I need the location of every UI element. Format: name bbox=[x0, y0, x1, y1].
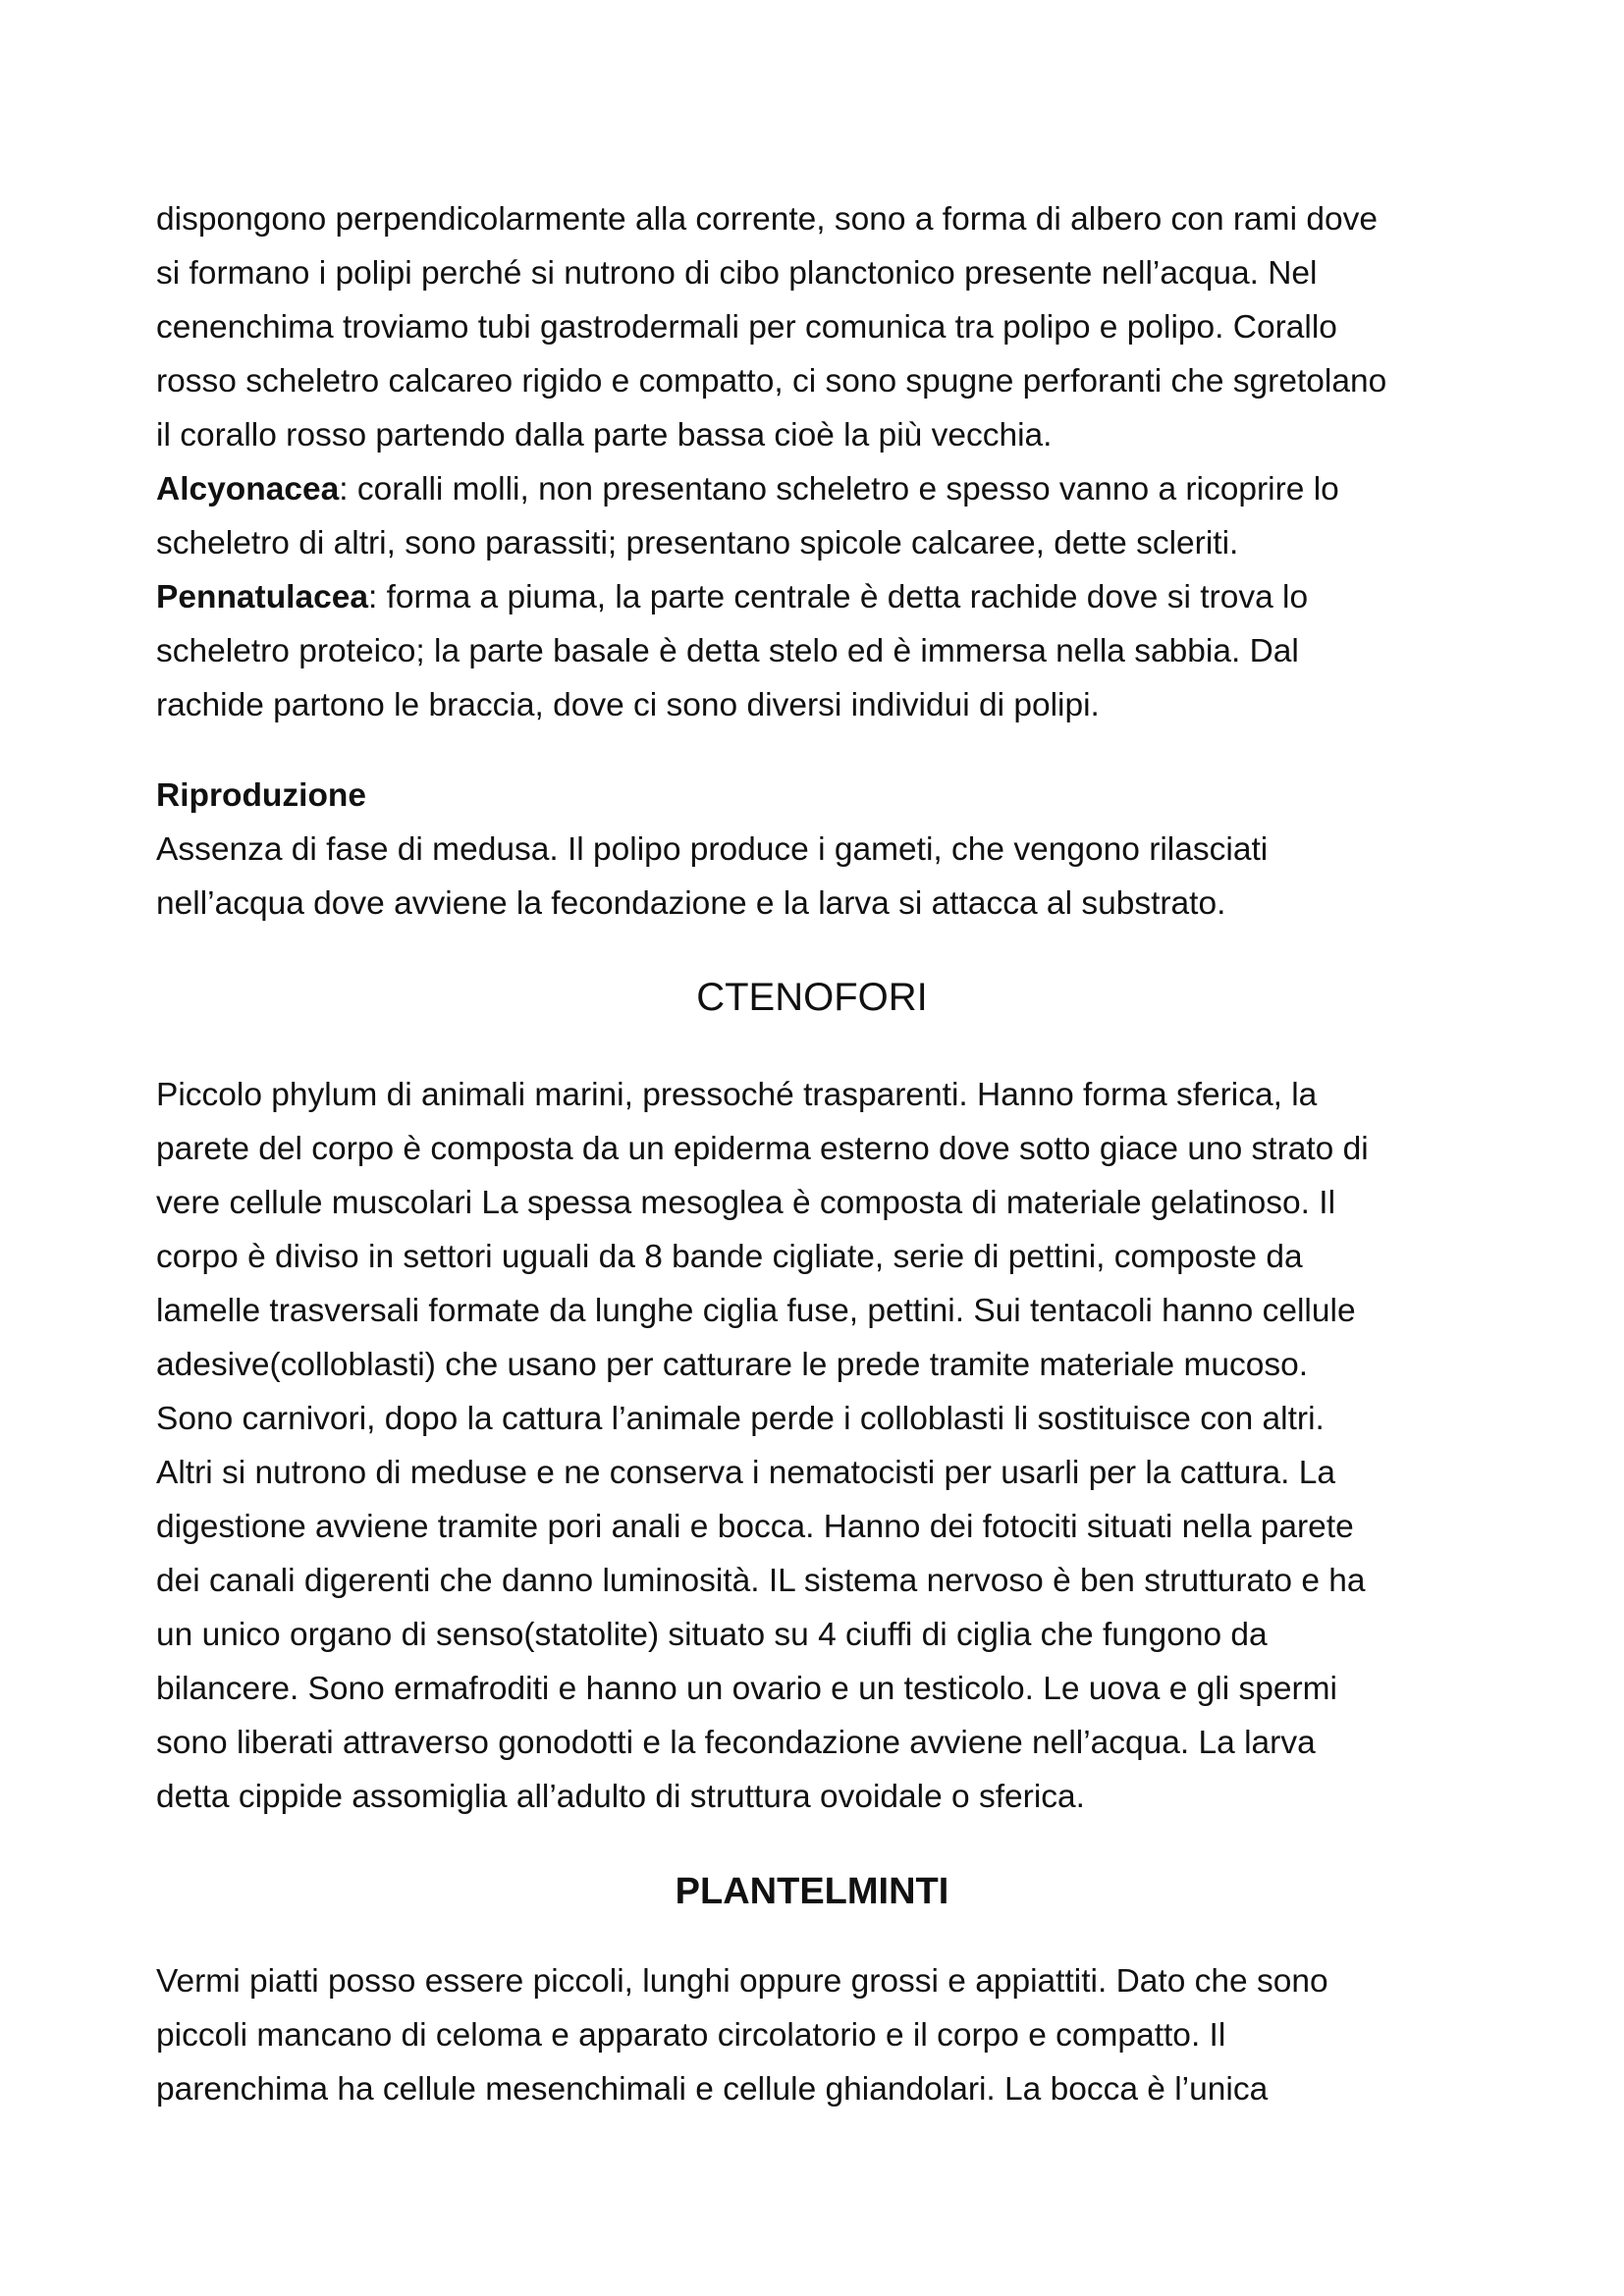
text-line: Altri si nutrono di meduse e ne conserva i nematocisti per usarli per la cattura. La bbox=[156, 1455, 1336, 1491]
text-line: bilancere. Sono ermafroditi e hanno un ovario e un testicolo. Le uova e gli spermi bbox=[156, 1671, 1337, 1707]
text-line: Assenza di fase di medusa. Il polipo produce i gameti, che vengono rilasciati bbox=[156, 831, 1269, 868]
text-line: scheletro proteico; la parte basale è detta stelo ed è immersa nella sabbia. Dal bbox=[156, 633, 1299, 669]
ctenofori-paragraph bbox=[156, 1068, 1491, 1824]
text-line: dei canali digerenti che danno luminosità. IL sistema nervoso è ben strutturato e ha bbox=[156, 1563, 1366, 1599]
alcyonacea-line-1 bbox=[156, 462, 1491, 516]
text-line: parete del corpo è composta da un epiderma esterno dove sotto giace uno strato di bbox=[156, 1131, 1369, 1167]
text-line: corpo è diviso in settori uguali da 8 bande cigliate, serie di pettini, composte da bbox=[156, 1239, 1303, 1275]
text-line: dispongono perpendicolarmente alla corrente, sono a forma di albero con rami dove bbox=[156, 201, 1378, 238]
pennatulacea-line-1 bbox=[156, 570, 1491, 624]
text-line: sono liberati attraverso gonodotti e la fecondazione avviene nell’acqua. La larva bbox=[156, 1725, 1316, 1761]
text-line: vere cellule muscolari La spessa mesoglea è composta di materiale gelatinoso. Il bbox=[156, 1185, 1336, 1221]
text-line: rosso scheletro calcareo rigido e compatto, ci sono spugne perforanti che sgretolano bbox=[156, 363, 1387, 400]
text-line: un unico organo di senso(statolite) situato su 4 ciuffi di ciglia che fungono da bbox=[156, 1617, 1268, 1653]
intro-paragraph bbox=[156, 192, 1491, 732]
pennatulacea-definition: : forma a piuma, la parte centrale è detta rachide dove si trova lo bbox=[367, 579, 1309, 615]
text-line: nell’acqua dove avviene la fecondazione e la larva si attacca al substrato. bbox=[156, 885, 1226, 922]
text-line: rachide partono le braccia, dove ci sono diversi individui di polipi. bbox=[156, 687, 1100, 723]
text-line: Sono carnivori, dopo la cattura l’animale perde i colloblasti li sostituisce con altri. bbox=[156, 1401, 1325, 1437]
text-line: piccoli mancano di celoma e apparato circolatorio e il corpo e compatto. Il bbox=[156, 2017, 1226, 2054]
text-line: adesive(colloblasti) che usano per catturare le prede tramite materiale mucoso. bbox=[156, 1347, 1309, 1383]
alcyonacea-definition: : coralli molli, non presentano scheletro e spesso vanno a ricoprire lo bbox=[339, 471, 1339, 507]
alcyonacea-term: Alcyonacea bbox=[156, 471, 340, 507]
riproduzione-heading: Riproduzione bbox=[156, 777, 367, 814]
text-line: Vermi piatti posso essere piccoli, lunghi oppure grossi e appiattiti. Dato che sono bbox=[156, 1963, 1328, 2000]
text-line: cenenchima troviamo tubi gastrodermali per comunica tra polipo e polipo. Corallo bbox=[156, 309, 1337, 346]
text-line: lamelle trasversali formate da lunghe ciglia fuse, pettini. Sui tentacoli hanno cellule bbox=[156, 1293, 1356, 1329]
text-line: si formano i polipi perché si nutrono di cibo planctonico presente nell’acqua. Nel bbox=[156, 255, 1318, 292]
text-line: parenchima ha cellule mesenchimali e cellule ghiandolari. La bocca è l’unica bbox=[156, 2071, 1269, 2108]
plantelminti-heading: PLANTELMINTI bbox=[675, 1871, 949, 1912]
text-line: scheletro di altri, sono parassiti; presentano spicole calcaree, dette scleriti. bbox=[156, 525, 1239, 561]
text-line: Piccolo phylum di animali marini, pressoché trasparenti. Hanno forma sferica, la bbox=[156, 1077, 1318, 1113]
text-line: detta cippide assomiglia all’adulto di struttura ovoidale o sferica. bbox=[156, 1779, 1085, 1815]
pennatulacea-term: Pennatulacea bbox=[156, 579, 368, 615]
text-line: il corallo rosso partendo dalla parte bassa cioè la più vecchia. bbox=[156, 417, 1053, 454]
plantelminti-paragraph bbox=[156, 1954, 1491, 2116]
riproduzione-section bbox=[156, 769, 1491, 931]
text-line: digestione avviene tramite pori anali e bocca. Hanno dei fotociti situati nella parete bbox=[156, 1509, 1354, 1545]
ctenofori-heading: CTENOFORI bbox=[696, 976, 928, 1019]
